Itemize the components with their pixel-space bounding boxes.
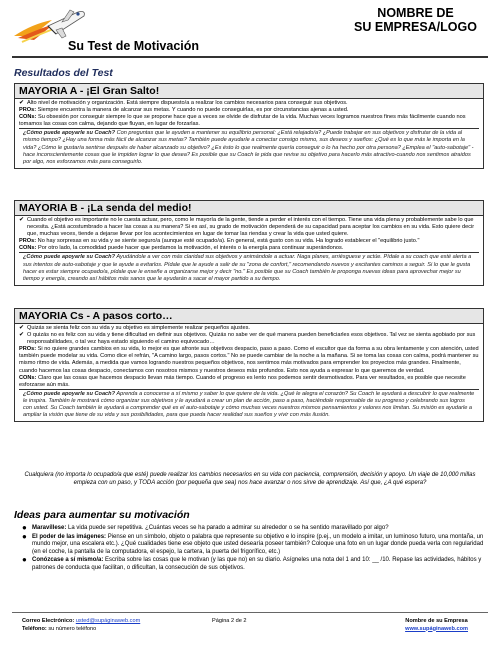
pros-label: PROs: — [19, 346, 37, 353]
idea-text: La vida puede ser repetitiva. ¿Cuántas veces se ha parado a admirar su alrededor o se ha sentido maravillado por algo? — [68, 525, 389, 531]
idea-label: El poder de las imágenes: — [32, 533, 107, 540]
result-description: Alto nivel de motivación y organización. Está siempre dispuesto/a a realizar los cambios necesarios para conseguir sus objetivos. — [27, 100, 348, 106]
coach-label: ¿Cómo puede apoyarle su Coach? — [23, 390, 116, 397]
result-box-c — [14, 308, 484, 422]
list-item — [22, 531, 486, 557]
email-label: Correo Electrónico: — [22, 618, 75, 624]
pros-text: Siempre encuentra la manera de alcanzar sus metas. Y cuando no puede conseguirlas, es por circunstancias ajenas a usted. — [37, 107, 349, 114]
cons-label: CONs: — [19, 245, 37, 252]
results-title: Resultados del Test — [14, 67, 113, 79]
idea-label: Conózcase a sí mismo/a: — [32, 557, 104, 564]
result-description: Quizás se sienta feliz con su vida y su objetivo es simplemente realizar pequeños ajustes. — [27, 325, 250, 331]
pros-text: No hay sorpresas en su vida y se siente seguro/a (aunque esté ocupado/a). En general, está gusto con su vida. Ha logrado establecer el "equilibrio justo." — [37, 238, 420, 245]
cons-text: Por otro lado, la comodidad puede hacer que perdamos la motivación, el interés o la energía para continuar superándonos. — [37, 245, 344, 252]
pros-label: PROs: — [19, 238, 37, 245]
company-line-1: NOMBRE DE — [377, 6, 454, 20]
idea-text: Piense en un símbolo, objeto o palabra que represente su objetivo e lo inspire (p.ej., un modelo a imitar, un luminoso futuro, una montaña, un mundo mejor, una escalera etc.). ¿Qué cualidades tiene ese objeto que usted desearía poseer también? Coloque una foto en un lugar donde pueda verla con regularidad (en el coche, la pantalla de la computadora, el espejo, la cartera, la puerta del frigorífico, etc.) — [32, 533, 484, 555]
idea-text: Escriba sobre las cosas que le motivan (y las que no) en su diario. Asígneles una nota del 1 and 10: __ /10. Repase las actividades, hábitos y patrones de conducta que facilitan, o dificultan, la consecución de sus objetivos. — [32, 557, 482, 571]
page-title: Su Test de Motivación — [68, 39, 200, 53]
bullet-icon: ● — [22, 523, 27, 532]
email-link[interactable]: usted@supáginaweb.com — [75, 618, 141, 624]
cons-label: CONs: — [19, 374, 37, 381]
bullet-icon: ● — [22, 555, 27, 565]
page-header — [0, 0, 500, 58]
footer-contact — [22, 618, 140, 633]
summary-paragraph: Cualquiera (no importa lo ocupado/a que esté) puede realizar los cambios necesarios en su vida con paciencia, comprensión, decisión y apoyo. Un viaje de 10,000 millas empieza con un paso, y TODA acción (por pequeña que sea) nos hace avanzar o nos sirve de aprendizaje. Así que, ¿A qué espera? — [24, 472, 476, 486]
result-box-title: MAYORIA B - ¡La senda del medio! — [15, 201, 483, 216]
idea-label: Maravíllese: — [32, 525, 67, 531]
list-item — [22, 525, 486, 533]
checkmark-icon: ✔ — [19, 325, 25, 331]
bullet-icon: ● — [22, 531, 27, 541]
coach-text: Con preguntas que le ayuden a mantener su equilibrio personal: ¿Está relajado/a? ¿Puede trabajar en sus objetivos y disfrutar de la vida al mismo tiempo? ¿Hay una forma más fácil de alcanzar sus metas? También puede ayudarle a conectar consigo mismo, sus deseos y sueños: ¿Qué es lo que más le importa en la vida? ¿Cómo le gustaría sentirse después de haber alcanzado su objetivo? ¿Es ésto lo que realmente quería conseguir o lo ha hecho por otra persona? ¿Emplea el "auto-sabotaje" - hace inconscientemente cosas que le impiden lograr lo que desea? Es posible que su Coach le pida que revise su objetivo para hacerlo más atractivo-cuando nos sentimos atraidos por algo, nos esforzamos más para conseguirlo. — [23, 130, 474, 165]
footer-divider — [12, 612, 488, 613]
coach-text: Ayudándole a ver con más claridad sus objetivos y animándole a actuar. Naga planes, arriésguese y actúe. Pídale a su coach que esté alerta a sus intentos de auto-sabotaje y que le ayude a evitarlos. Pídale que le ayude a salir de su "zona de confort," recomendando nuevos y excitantes caminos a seguir. Si lo que le gusta hacer es estar siempre ocupado/a, pídale que le enseñe a organizarse mejor y decir "no." Es posible que su Coach también le proponga nuevas ideas para aprovechar mejor su tiempo y energía, creando así hábitos más sanos que le ayudarán a sacar el mayor partido a su tiempo. — [23, 254, 472, 282]
page-footer — [0, 612, 500, 647]
checkmark-icon: ✔ — [19, 100, 25, 106]
coach-label: ¿Cómo puede apoyarle su Coach? — [23, 254, 116, 261]
result-box-a — [14, 83, 484, 169]
result-description: O quizás no es feliz con su vida y tiene dificultad en definir sus objetivos. Quizás no sabe ver de qué manera pueden beneficiarles esos objetivos. Tal vez se sienta agobiado por sus responsabilidades, o tal vez haya estado siguiendo el camino equivocado… — [27, 332, 476, 346]
phone-value: su número teléfono — [48, 625, 97, 632]
ideas-list — [22, 525, 486, 574]
result-box-title: MAYORIA A - ¡El Gran Salto! — [15, 84, 483, 99]
checkmark-icon: ✔ — [19, 332, 25, 339]
coach-label: ¿Cómo puede apoyarle su Coach? — [23, 130, 116, 137]
footer-company — [405, 618, 468, 633]
phone-label: Teléfono: — [22, 625, 47, 632]
pros-label: PROs: — [19, 107, 37, 114]
result-box-title: MAYORIA Cs - A pasos corto… — [15, 309, 483, 324]
cons-text: Claro que las cosas que hacemos despacio llevan más tiempo. Cuando el progreso es lento nos podemos sentir desmotivados. Para ver resultados, es posible que necesite esforzarse aún más. — [19, 374, 466, 388]
ideas-title: Ideas para aumentar su motivación — [14, 509, 190, 521]
header-divider — [12, 56, 488, 58]
footer-company-name: Nombre de su Empresa — [405, 618, 468, 624]
cons-label: CONs: — [19, 114, 37, 121]
company-name — [348, 6, 483, 34]
website-link[interactable]: www.supáginaweb.com — [405, 625, 468, 632]
company-line-2: SU EMPRESA/LOGO — [354, 20, 477, 34]
checkmark-icon: ✔ — [19, 217, 25, 223]
cons-text: Su obsesión por conseguir siempre lo que se propone hace que a veces se olvide de disfrutar de la vida. Muchas veces logramos nuestros fines más fácilmente cuando nos tomamos las cosas con calma, dejando que fluyan, en lugar de forzarlas. — [19, 114, 466, 128]
result-description: Cuando el objetivo es importante no le cuesta actuar, pero, como le mayoría de la gente, tiende a perder el interés con el tiempo. Tiene una vida plena y probablemente sabe lo que necesita. ¿Está acostumbrado a hacer las cosas a su manera? Si es así, su grado de motivación dependerá de su capacidad para aceptar los cambios en su vida. Esto quiere decir que, muchas veces, tiende a dejarse llevar por los acontecimientos en lugar de tomar las riendas y crear la vida que usted quiere. — [27, 217, 475, 238]
coach-text: Aprenda a conocerse a sí mismo y saber lo que quiere de la vida. ¿Qué le alegra el corazón? Su Coach le ayudará a descubrir lo que realmente le inspira. También le mostrará cómo organizar sus objetivos y le ayudará a crear un plan de acción, paso a paso, haciéndole responsable de su progreso y celebrando sus logros con usted. Su Coach también le ayudará a comprender qué es el auto-sabotaje y cómo muchas veces nuestros mismos pensamientos y valores nos limitan. Su misión es ayudarle a ampliar la visión que tiene de su vida y sus posibilidades, para que pueda hacer realidad sus sueños y vivir con más ilusión. — [23, 390, 475, 419]
list-item — [22, 557, 486, 572]
pros-text: Si no quiere grandes cambios en su vida, lo mejor es que afronte sus objetivos despacio, paso a paso. Como el escultor que da forma a su obra lentamente y con atención, usted también puede modelar su vida. Como dice el refrán, "A camino largo, pasos cortos." No se puede cambiar de la noche a la mañana. Si se toma las cosas con calma, podrá mantener su mismo ritmo de vida. Además, a medida que vamos logrando nuestros pequeños objetivos, nos sentimos más motivados para emprender los proyectos más grandes. Finalmente, cuando hacemos las cosas despacio, conectamos con nosotros mismos y nuestros deseos más profundos. Esto nos ayuda a expresar lo que queremos de verdad. — [19, 346, 479, 374]
result-box-b — [14, 200, 484, 286]
page-number: Página 2 de 2 — [212, 618, 247, 624]
